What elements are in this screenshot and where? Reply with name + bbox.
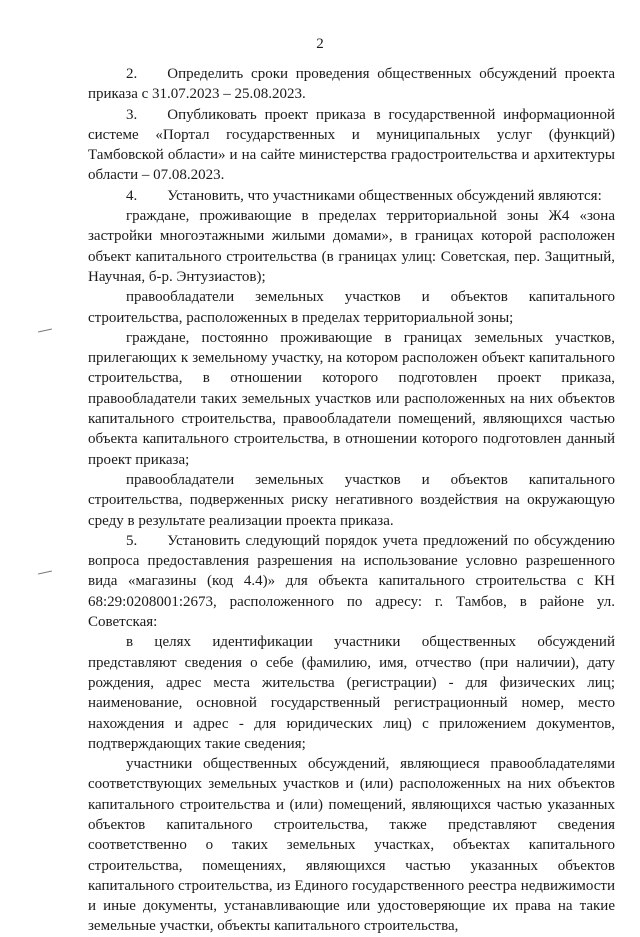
document-body	[88, 64, 615, 937]
scan-mark	[38, 571, 52, 575]
paragraph-participants-residents: граждане, проживающие в пределах территориальной зоны Ж4 «зона застройки многоэтажными жилыми домами», в границах которой расположен объект капитального строительства (в границах улиц: Советская, пер. Защитный, Научная, б-р. Энтузиастов);	[88, 208, 615, 285]
paragraph-item-5: 5. Установить следующий порядок учета предложений по обсуждению вопроса предоставления разрешения на использование условно разрешенного вида «магазины (код 4.4)» для объекта капитального строительства с КН 68:29:0208001:2673, расположенного по адресу: г. Тамбов, в районе ул. Советская:	[88, 532, 615, 631]
scan-mark	[38, 329, 52, 333]
paragraph-item-4: 4. Установить, что участниками общественных обсуждений являются:	[126, 187, 602, 204]
paragraph-participants-risk: правообладатели земельных участков и объектов капитального строительства, подверженных риску негативного воздействия на окружающую среду в результате реализации проекта приказа.	[88, 471, 615, 529]
paragraph-rightholders-info: участники общественных обсуждений, являющиеся правообладателями соответствующих земельных участков и (или) расположенных на них объектов капитального строительства и (или) помещений, являющихся частью указанных объектов капитального строительства, также представляют сведения соответственно о таких земельных участках, объектах капитального строительства, помещениях, являющихся частью указанных объектов капитального строительства, из Единого государственного реестра недвижимости и иные документы, устанавливающие или удостоверяющие их права на такие земельные участки, объекты капитального строительства,	[88, 756, 615, 935]
paragraph-item-2: 2. Определить сроки проведения общественных обсуждений проекта приказа с 31.07.2023 – 25.08.2023.	[88, 66, 615, 103]
paragraph-participants-rightholders: правообладатели земельных участков и объектов капитального строительства, расположенных в пределах территориальной зоны;	[88, 289, 615, 326]
paragraph-participants-adjacent: граждане, постоянно проживающие в границах земельных участков, прилегающих к земельному участку, на котором расположен объект капитального строительства, в отношении которого подготовлен проект приказа, правообладатели таких земельных участков или расположенных на них объектов капитального строительства, правообладатели помещений, являющихся частью объекта капитального строительства, в отношении которого подготовлен данный проект приказа;	[88, 329, 615, 468]
paragraph-item-3: 3. Опубликовать проект приказа в государственной информационной системе «Портал государственных и муниципальных услуг (функций) Тамбовской области» и на сайте министерства градостроительства и архитектуры области – 07.08.2023.	[88, 106, 615, 184]
paragraph-identification: в целях идентификации участники общественных обсуждений представляют сведения о себе (фамилию, имя, отчество (при наличии), дату рождения, адрес места жительства (регистрации) - для физических лиц; наименование, основной государственный регистрационный номер, место нахождения и адрес - для юридических лиц) с приложением документов, подтверждающих такие сведения;	[88, 634, 615, 752]
page-number: 2	[316, 36, 324, 52]
